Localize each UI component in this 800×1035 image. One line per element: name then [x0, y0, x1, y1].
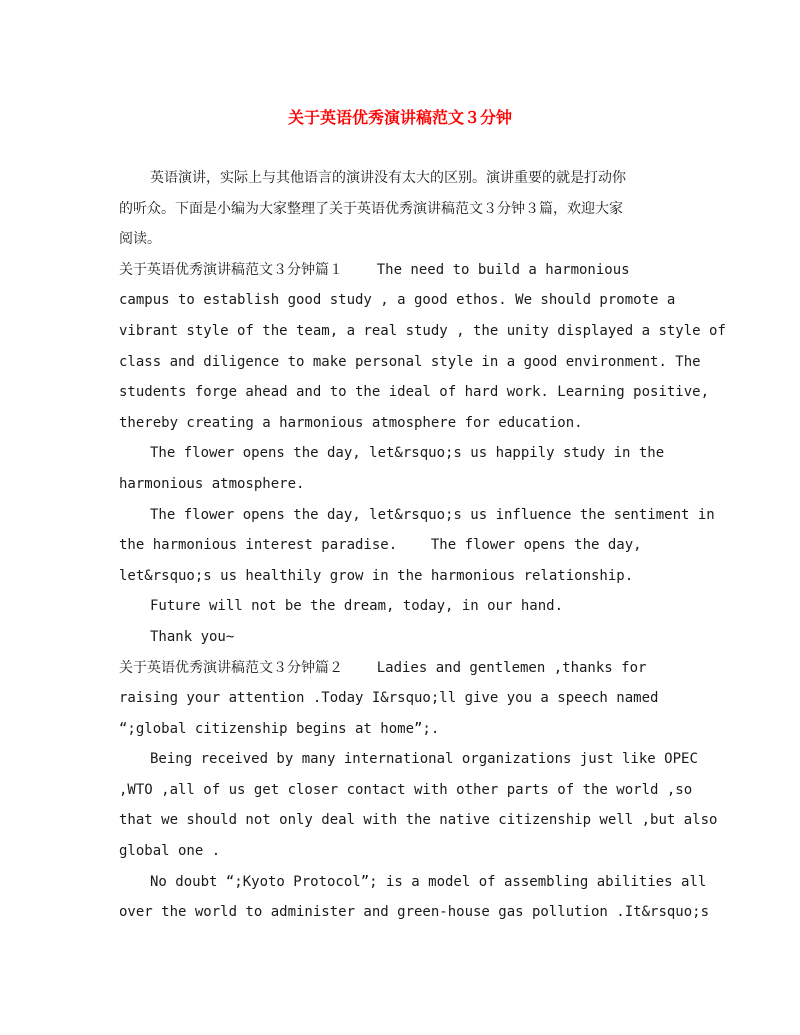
body-line: The flower opens the day, let&rsquo;s us happily study in the: [150, 445, 665, 462]
body-line: harmonious atmosphere.: [119, 475, 305, 492]
body-line: students forge ahead and to the ideal of hard work. Learning positive,: [119, 384, 710, 401]
body-line: the harmonious interest paradise. The flower opens the day,: [119, 537, 642, 554]
body-line: 的听众。下面是小编为大家整理了关于英语优秀演讲稿范文３分钟３篇，欢迎大家: [119, 200, 623, 217]
body-line: vibrant style of the team, a real study , the unity displayed a style of: [119, 322, 726, 339]
body-line: Future will not be the dream, today, in our hand.: [150, 598, 564, 615]
body-line: Thank you~: [150, 628, 235, 645]
body-line: 英语演讲，实际上与其他语言的演讲没有太大的区别。演讲重要的就是打动你: [150, 170, 626, 186]
body-line: that we should not only deal with the native citizenship well ,but also: [119, 812, 718, 829]
body-line: The flower opens the day, let&rsquo;s us influence the sentiment in: [150, 506, 715, 523]
body-line: Being received by many international organizations just like OPEC: [150, 751, 698, 768]
body-line: class and diligence to make personal style in a good environment. The: [119, 353, 701, 370]
body-line: 阅读。: [119, 231, 161, 248]
section-heading-line: 关于英语优秀演讲稿范文３分钟篇２ Ladies and gentlemen ,thanks for: [119, 659, 647, 676]
document-title: 关于英语优秀演讲稿范文３分钟: [287, 108, 512, 127]
body-line: ,WTO ,all of us get closer contact with other parts of the world ,so: [119, 781, 693, 798]
body-line: thereby creating a harmonious atmosphere for education.: [119, 414, 583, 431]
body-line: raising your attention .Today I&rsquo;ll give you a speech named: [119, 690, 659, 707]
body-line: let&rsquo;s us healthily grow in the harmonious relationship.: [119, 567, 634, 584]
body-line: over the world to administer and green-house gas pollution .It&rsquo;s: [119, 904, 710, 921]
body-line: “;global citizenship begins at home”;.: [119, 720, 440, 737]
body-line: global one .: [119, 843, 221, 860]
body-line: campus to establish good study , a good ethos. We should promote a: [119, 292, 676, 309]
body-line: No doubt “;Kyoto Protocol”; is a model of assembling abilities all: [150, 873, 707, 890]
document-body: [119, 163, 726, 928]
section-heading-line: 关于英语优秀演讲稿范文３分钟篇１ The need to build a harmonious: [119, 261, 630, 278]
